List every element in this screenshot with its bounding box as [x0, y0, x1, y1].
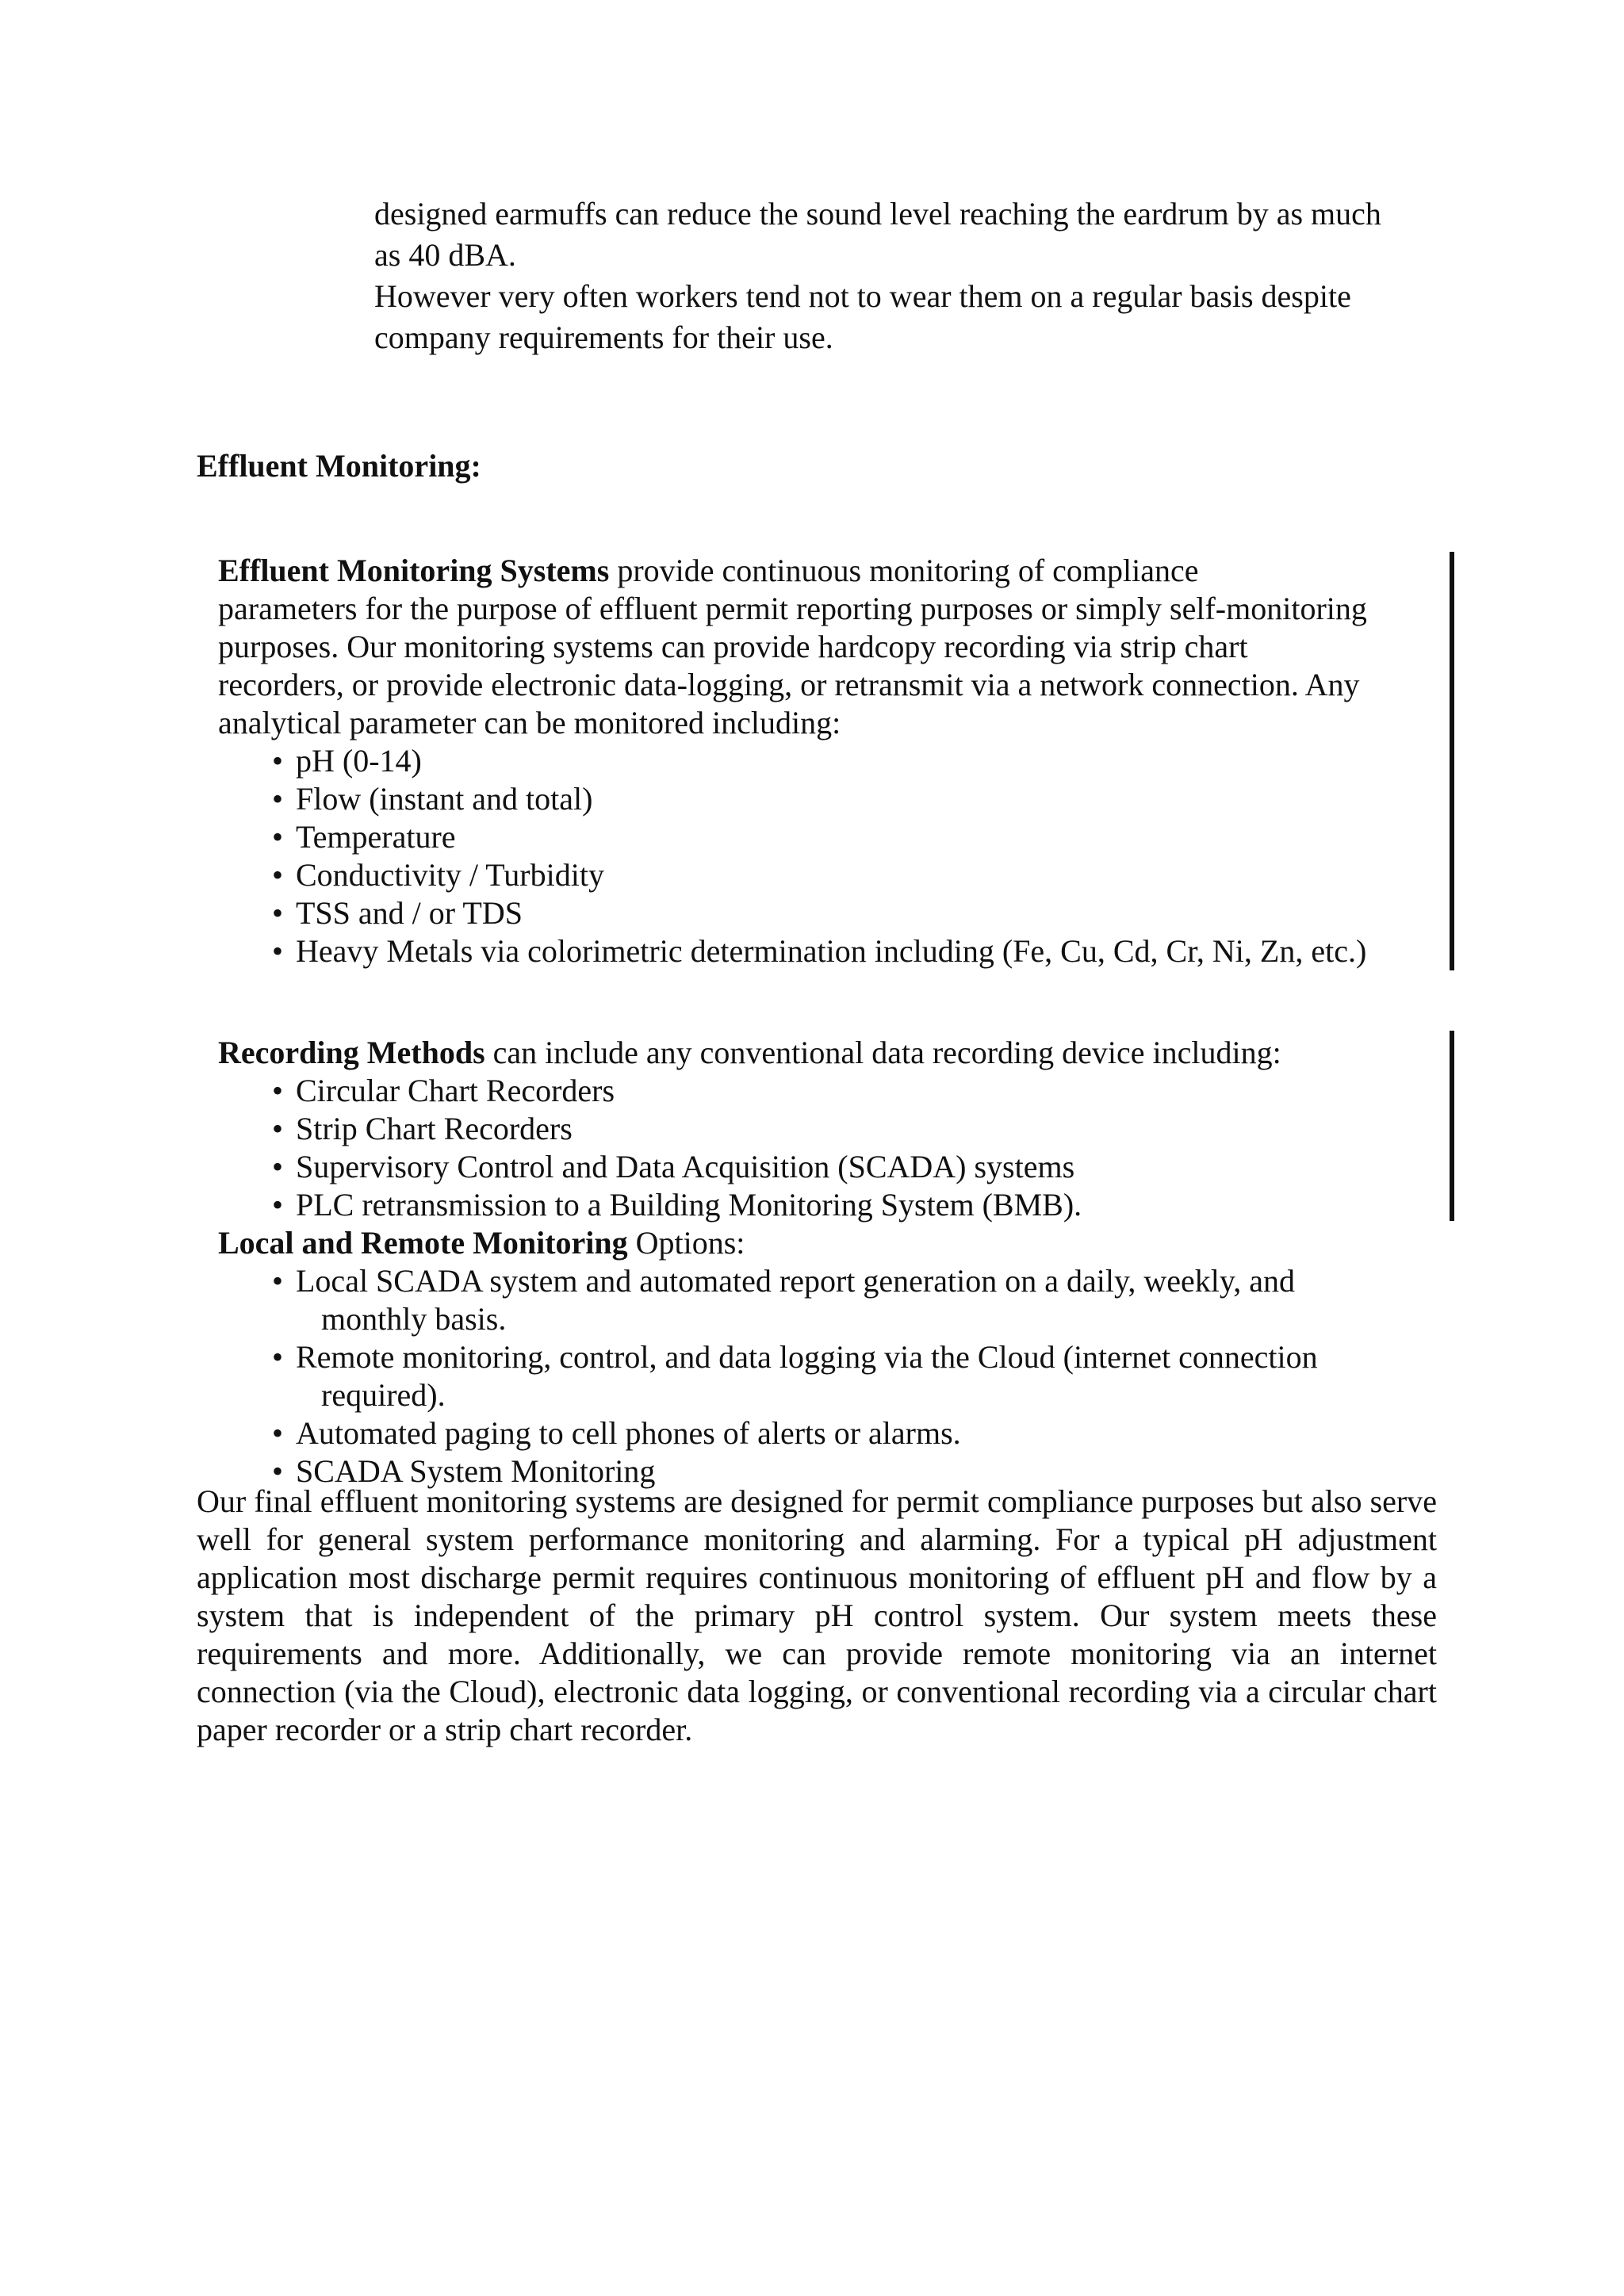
section-heading: Effluent Monitoring: [197, 448, 481, 484]
systems-line: parameters for the purpose of effluent permit reporting purposes or simply self-monitoring [218, 591, 1367, 626]
change-bar [1450, 552, 1454, 970]
systems-line: analytical parameter can be monitored including: [218, 705, 841, 740]
list-item-text: PLC retransmission to a Building Monitoring System (BMB). [296, 1187, 1082, 1223]
list-item [218, 856, 1439, 894]
recording-bold-term: Recording Methods [218, 1035, 485, 1070]
list-item-text: Local SCADA system and automated report generation on a daily, weekly, and [296, 1263, 1296, 1299]
recording-block [218, 1034, 1439, 1490]
list-item [218, 1414, 1439, 1452]
bullet-icon: • [272, 895, 284, 931]
systems-line: purposes. Our monitoring systems can provide hardcopy recording via strip chart [218, 629, 1248, 664]
bullet-icon: • [272, 857, 284, 893]
list-item-text: Conductivity / Turbidity [296, 857, 604, 893]
list-item [218, 1262, 1439, 1338]
list-item [218, 1110, 1439, 1148]
list-item-text: pH (0-14) [296, 743, 422, 779]
intro-line: However very often workers tend not to wear them on a regular basis despite [374, 278, 1351, 314]
systems-line [218, 552, 1439, 590]
list-item [218, 1072, 1439, 1110]
systems-block [218, 552, 1439, 970]
bullet-icon: • [272, 1339, 284, 1375]
list-item-text: Circular Chart Recorders [296, 1073, 615, 1108]
bullet-icon: • [272, 1149, 284, 1184]
list-item-text: TSS and / or TDS [296, 895, 523, 931]
list-item-text: Supervisory Control and Data Acquisition (SCADA) systems [296, 1149, 1075, 1184]
bullet-icon: • [272, 1187, 284, 1223]
intro-line: company requirements for their use. [374, 320, 833, 355]
list-item [218, 1338, 1439, 1414]
bullet-icon: • [272, 1263, 284, 1299]
local-list [218, 1262, 1439, 1490]
list-item [218, 818, 1439, 856]
list-item-text: SCADA System Monitoring [296, 1453, 656, 1489]
list-item-text: Heavy Metals via colorimetric determination including (Fe, Cu, Cd, Cr, Ni, Zn, etc.) [296, 933, 1367, 969]
local-line [218, 1224, 1439, 1262]
intro-line: designed earmuffs can reduce the sound level reaching the eardrum by as much [374, 196, 1381, 232]
local-bold-term: Local and Remote Monitoring [218, 1225, 628, 1261]
bullet-icon: • [272, 933, 284, 969]
bullet-icon: • [272, 819, 284, 855]
bullet-icon: • [272, 1415, 284, 1451]
recording-line-rest: can include any conventional data recording device including: [485, 1035, 1281, 1070]
list-item [218, 1186, 1439, 1224]
list-item-text: Strip Chart Recorders [296, 1111, 573, 1146]
intro-line: as 40 dBA. [374, 237, 516, 273]
systems-line-rest: provide continuous monitoring of compliance [609, 553, 1199, 588]
bullet-icon: • [272, 743, 284, 779]
list-item-text: Temperature [296, 819, 456, 855]
list-item [218, 780, 1439, 818]
list-item [218, 932, 1439, 970]
change-bar [1450, 1031, 1454, 1221]
final-paragraph: Our final effluent monitoring systems are designed for permit compliance purposes but also serve well for general system performance monitoring and alarming. For a typical pH adjustment application most discharge permit requires continuous monitoring of effluent pH and flow by a system that is independent of the primary pH control system. Our system meets these requirements and more. Additionally, we can provide remote monitoring via an internet connection (via the Cloud), electronic data logging, or conventional recording via a circular chart paper recorder or a strip chart recorder. [197, 1483, 1437, 1747]
bullet-icon: • [272, 1453, 284, 1489]
recording-list [218, 1072, 1439, 1224]
bullet-icon: • [272, 1073, 284, 1108]
list-item-text: Flow (instant and total) [296, 781, 593, 817]
list-item [218, 894, 1439, 932]
bullet-icon: • [272, 781, 284, 817]
list-item [218, 1148, 1439, 1186]
systems-line: recorders, or provide electronic data-logging, or retransmit via a network connection. Any [218, 667, 1360, 702]
local-line-rest: Options: [627, 1225, 745, 1261]
list-item-continuation: monthly basis. [321, 1301, 507, 1337]
list-item-continuation: required). [321, 1377, 446, 1413]
list-item-text: Automated paging to cell phones of alerts or alarms. [296, 1415, 961, 1451]
list-item [218, 742, 1439, 780]
list-item-text: Remote monitoring, control, and data logging via the Cloud (internet connection [296, 1339, 1318, 1375]
bullet-icon: • [272, 1111, 284, 1146]
parameters-list [218, 742, 1439, 970]
recording-line [218, 1034, 1439, 1072]
intro-paragraph [374, 193, 1437, 358]
systems-bold-term: Effluent Monitoring Systems [218, 553, 610, 588]
